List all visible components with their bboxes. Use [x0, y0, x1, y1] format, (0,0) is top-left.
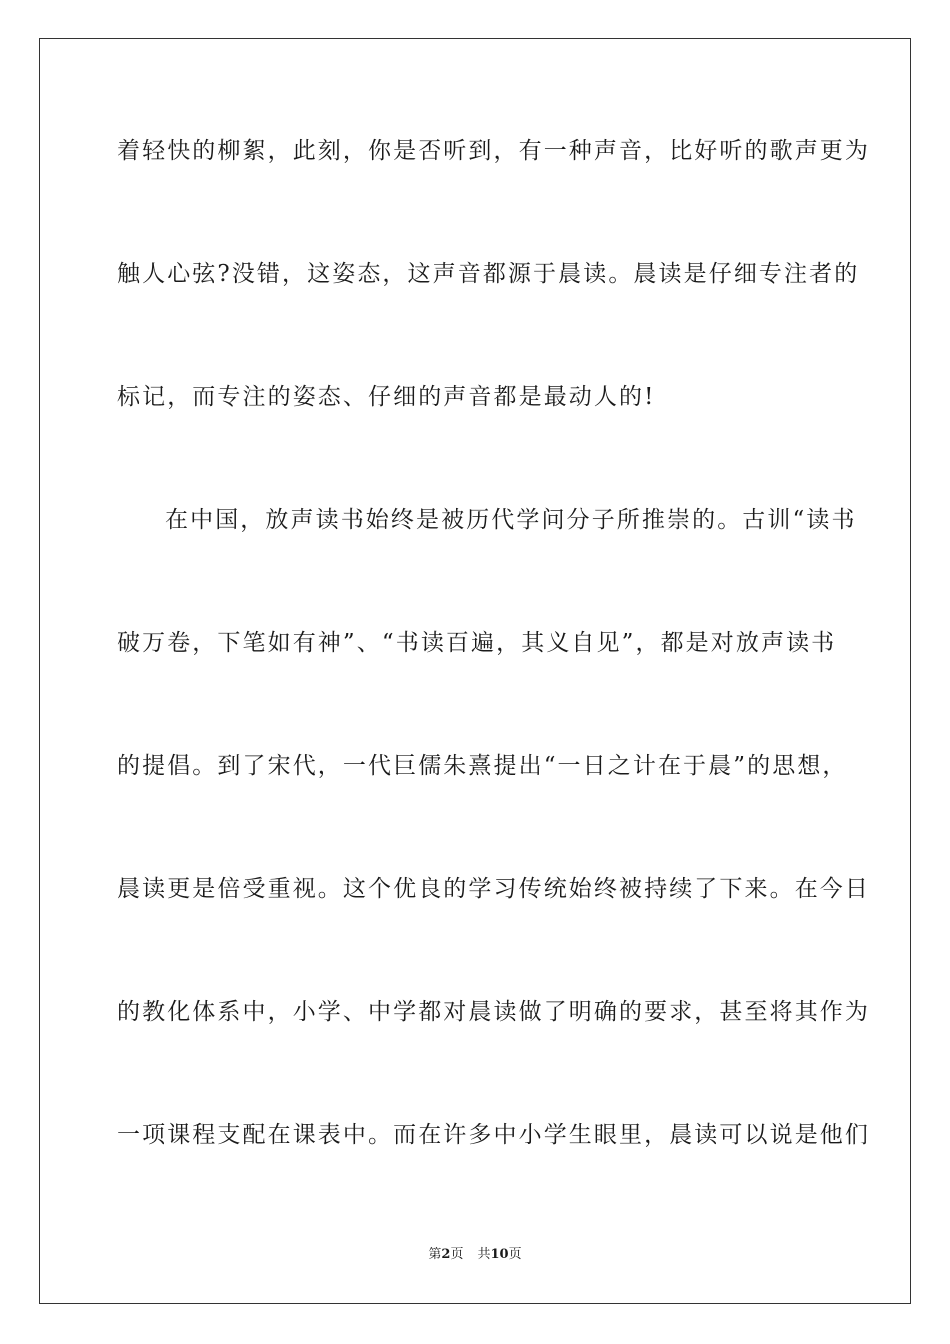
total-suffix: 页: [508, 1247, 522, 1262]
page-border: [39, 38, 911, 1304]
total-prefix: 共: [477, 1247, 491, 1262]
body-text-line: 的提倡。到了宋代，一代巨儒朱熹提出“一日之计在于晨”的思想，: [117, 753, 848, 779]
page-number: 2: [441, 1247, 451, 1262]
body-text-line: 晨读更是倍受重视。这个优良的学习传统始终被持续了下来。在今日: [117, 876, 870, 902]
total-pages: 10: [490, 1247, 509, 1262]
body-text-line: 的教化体系中，小学、中学都对晨读做了明确的要求，甚至将其作为: [117, 999, 870, 1025]
body-text-line: 着轻快的柳絮，此刻，你是否听到，有一种声音，比好听的歌声更为: [117, 138, 870, 164]
body-text-line: 在中国，放声读书始终是被历代学问分子所推崇的。古训“读书: [165, 507, 857, 533]
page-footer: [0, 1245, 950, 1265]
body-text-line: 破万卷，下笔如有神”、“书读百遍，其义自见”，都是对放声读书: [117, 630, 837, 656]
page-prefix: 第: [428, 1247, 442, 1262]
body-text-line: 触人心弦?没错，这姿态，这声音都源于晨读。晨读是仔细专注者的: [117, 261, 860, 287]
body-text-line: 一项课程支配在课表中。而在许多中小学生眼里，晨读可以说是他们: [117, 1122, 870, 1148]
page-suffix: 页: [450, 1247, 464, 1262]
body-text-line: 标记，而专注的姿态、仔细的声音都是最动人的!: [117, 384, 656, 410]
